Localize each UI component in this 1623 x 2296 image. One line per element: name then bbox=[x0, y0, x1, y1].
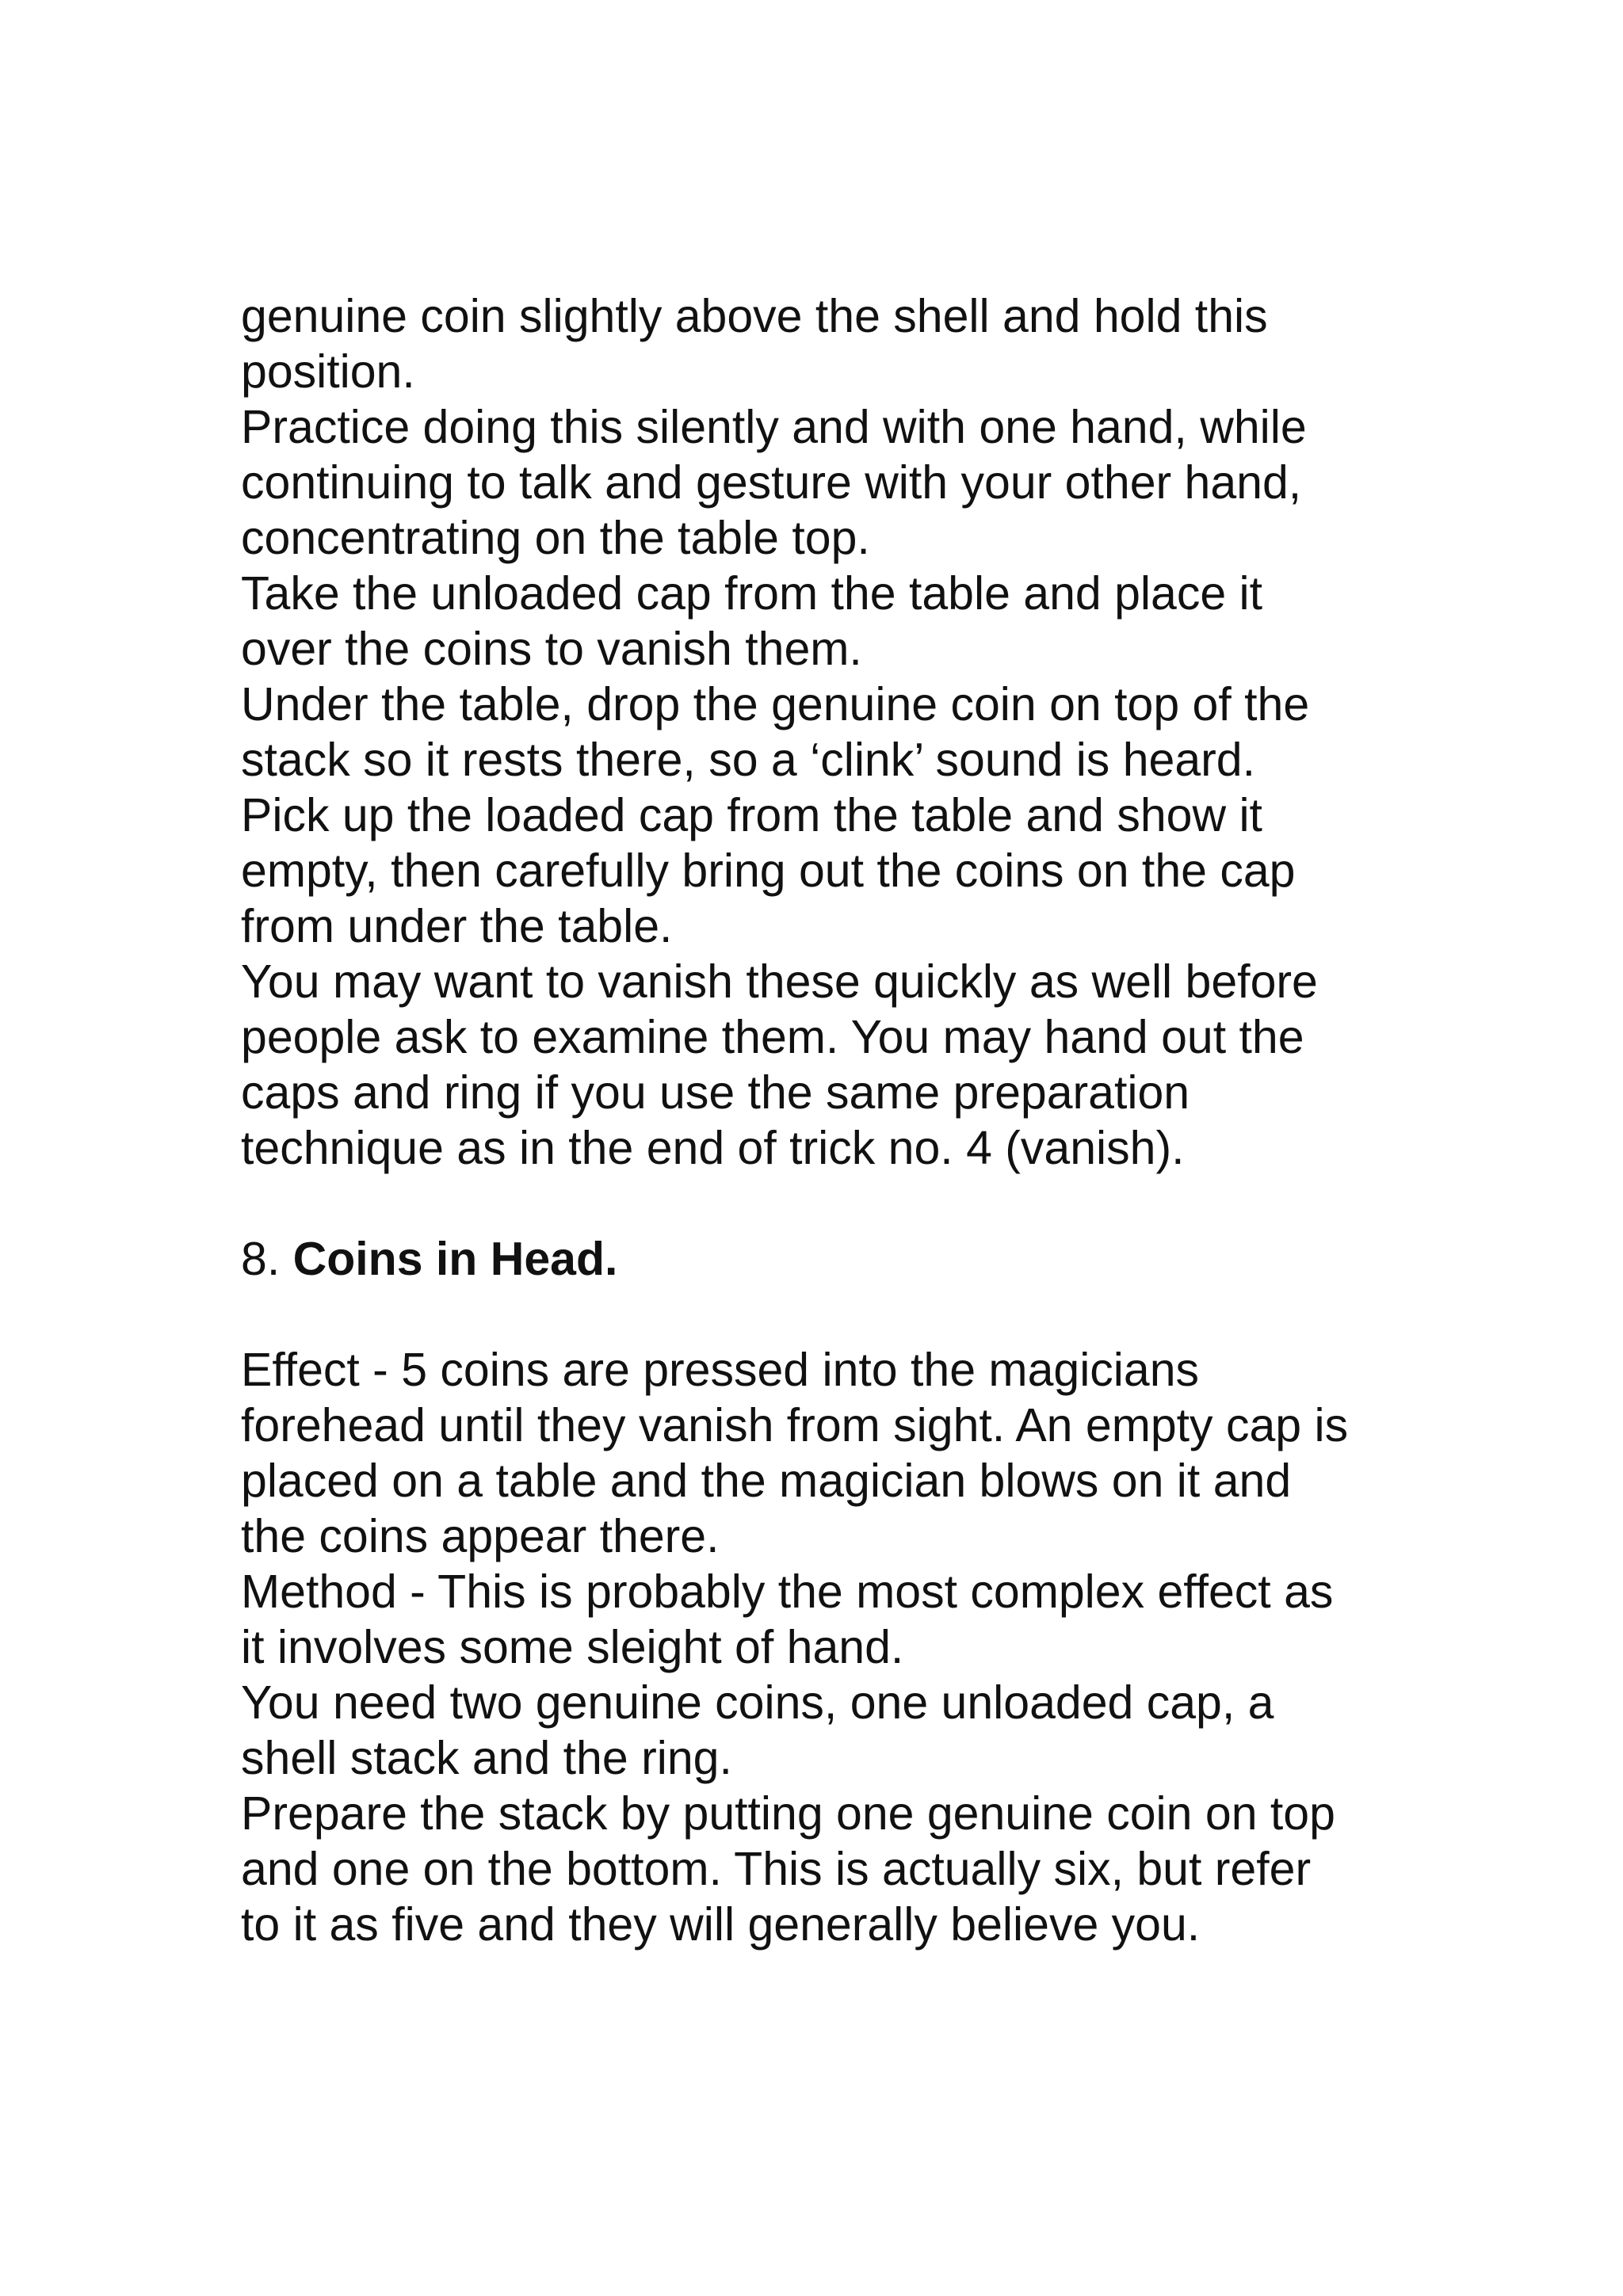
text-line: continuing to talk and gesture with your other hand, bbox=[241, 456, 1302, 509]
text-line: caps and ring if you use the same preparation bbox=[241, 1066, 1190, 1119]
text-line: genuine coin slightly above the shell and hold this bbox=[241, 290, 1268, 342]
section-title: Coins in Head. bbox=[292, 1233, 618, 1285]
text-line: You may want to vanish these quickly as well before bbox=[241, 955, 1318, 1008]
text-line: it involves some sleight of hand. bbox=[241, 1621, 904, 1673]
text-line: Pick up the loaded cap from the table and show it bbox=[241, 789, 1262, 841]
text-line: over the coins to vanish them. bbox=[241, 623, 862, 675]
text-line: and one on the bottom. This is actually six, but refer bbox=[241, 1843, 1312, 1895]
section-number: 8. bbox=[241, 1233, 281, 1285]
text-line: shell stack and the ring. bbox=[241, 1732, 732, 1784]
text-line: Under the table, drop the genuine coin on top of the bbox=[241, 678, 1310, 730]
body-text bbox=[241, 288, 1477, 1952]
text-line: placed on a table and the magician blows on it and bbox=[241, 1455, 1292, 1507]
text-line: the coins appear there. bbox=[241, 1510, 720, 1562]
text-line: Method - This is probably the most complex effect as bbox=[241, 1566, 1334, 1618]
text-line: Take the unloaded cap from the table and place it bbox=[241, 567, 1263, 620]
paragraph-gap bbox=[241, 1176, 1477, 1231]
text-line: Practice doing this silently and with one hand, while bbox=[241, 401, 1307, 453]
text-line: to it as five and they will generally believe you. bbox=[241, 1898, 1201, 1951]
text-line: You need two genuine coins, one unloaded cap, a bbox=[241, 1676, 1274, 1729]
text-line: from under the table. bbox=[241, 900, 673, 952]
text-line: forehead until they vanish from sight. An empty cap is bbox=[241, 1399, 1349, 1451]
paragraph-gap bbox=[241, 1287, 1477, 1342]
text-line: Effect - 5 coins are pressed into the magicians bbox=[241, 1344, 1200, 1396]
text-line: stack so it rests there, so a ‘clink’ sound is heard. bbox=[241, 734, 1255, 786]
text-line: Prepare the stack by putting one genuine coin on top bbox=[241, 1787, 1335, 1840]
text-line: empty, then carefully bring out the coins on the cap bbox=[241, 845, 1296, 897]
text-line: position. bbox=[241, 345, 415, 398]
text-line: concentrating on the table top. bbox=[241, 512, 870, 564]
text-line: people ask to examine them. You may hand out the bbox=[241, 1011, 1304, 1063]
text-line: technique as in the end of trick no. 4 (vanish). bbox=[241, 1122, 1185, 1174]
section-heading bbox=[241, 1231, 1477, 1287]
